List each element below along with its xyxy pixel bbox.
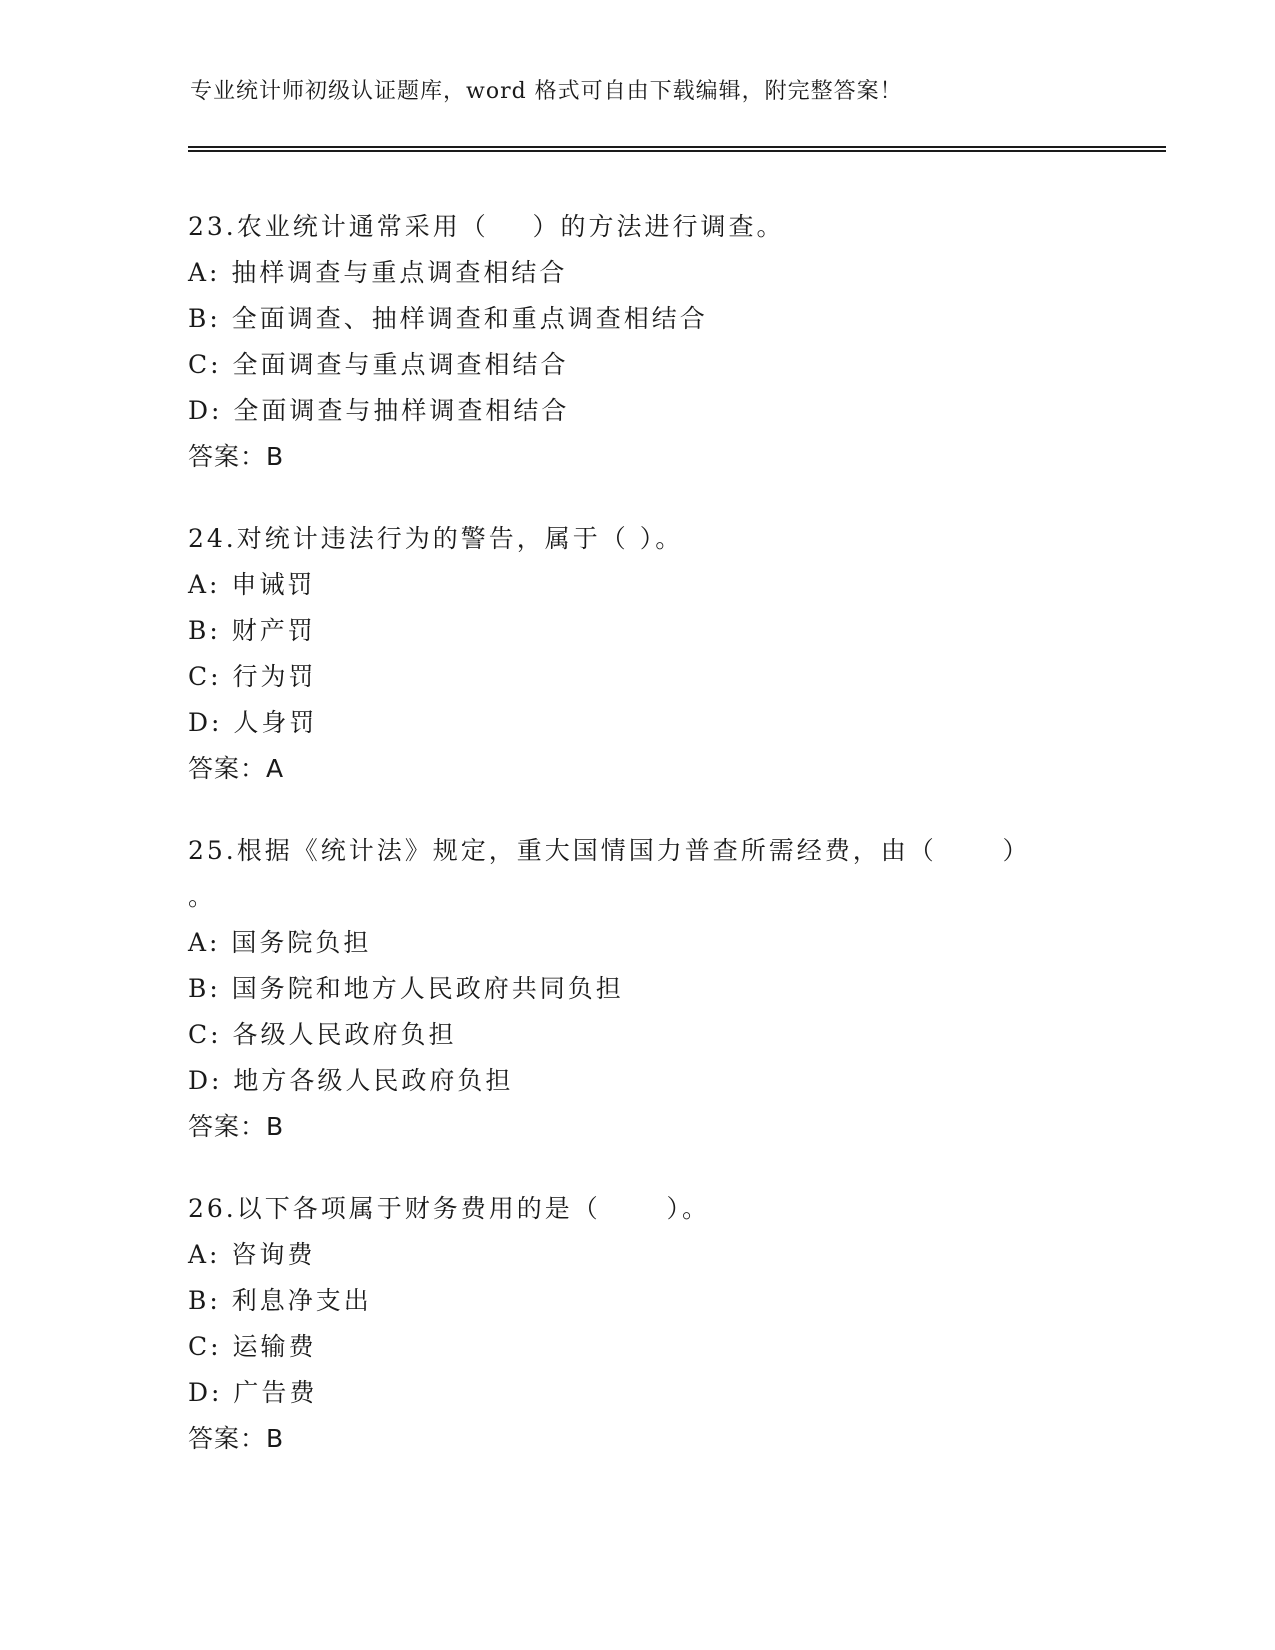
question-23 [188, 204, 1168, 480]
answer-line: 答案：A [188, 754, 285, 783]
question-26 [188, 1186, 1168, 1462]
option-c: C: 各级人民政府负担 [188, 1020, 457, 1049]
option-d: D: 全面调查与抽样调查相结合 [188, 396, 570, 425]
option-a: A: 国务院负担 [188, 928, 372, 957]
option-c: C: 行为罚 [188, 662, 317, 691]
question-title: 25.根据《统计法》规定，重大国情国力普查所需经费，由（ ） [188, 836, 1031, 865]
option-b: B: 国务院和地方人民政府共同负担 [188, 974, 624, 1003]
option-a: A: 申诫罚 [188, 570, 316, 599]
question-25 [188, 828, 1168, 1150]
question-title-continuation: 。 [188, 882, 214, 911]
answer-line: 答案：B [188, 442, 285, 471]
option-b: B: 全面调查、抽样调查和重点调查相结合 [188, 304, 708, 333]
option-b: B: 财产罚 [188, 616, 316, 645]
header-double-rule [188, 146, 1166, 152]
option-a: A: 咨询费 [188, 1240, 316, 1269]
option-d: D: 地方各级人民政府负担 [188, 1066, 514, 1095]
question-title: 26.以下各项属于财务费用的是（ ）。 [188, 1194, 710, 1223]
question-title: 24.对统计违法行为的警告，属于（ ）。 [188, 524, 684, 553]
option-b: B: 利息净支出 [188, 1286, 372, 1315]
answer-line: 答案：B [188, 1112, 285, 1141]
option-d: D: 广告费 [188, 1378, 318, 1407]
option-c: C: 运输费 [188, 1332, 317, 1361]
answer-line: 答案：B [188, 1424, 285, 1453]
question-list [188, 204, 1168, 1498]
option-d: D: 人身罚 [188, 708, 318, 737]
option-c: C: 全面调查与重点调查相结合 [188, 350, 569, 379]
question-title: 23.农业统计通常采用（ ）的方法进行调查。 [188, 212, 785, 241]
page-header-text: 专业统计师初级认证题库，word 格式可自由下载编辑，附完整答案！ [190, 79, 903, 104]
option-a: A: 抽样调查与重点调查相结合 [188, 258, 568, 287]
question-24 [188, 516, 1168, 792]
